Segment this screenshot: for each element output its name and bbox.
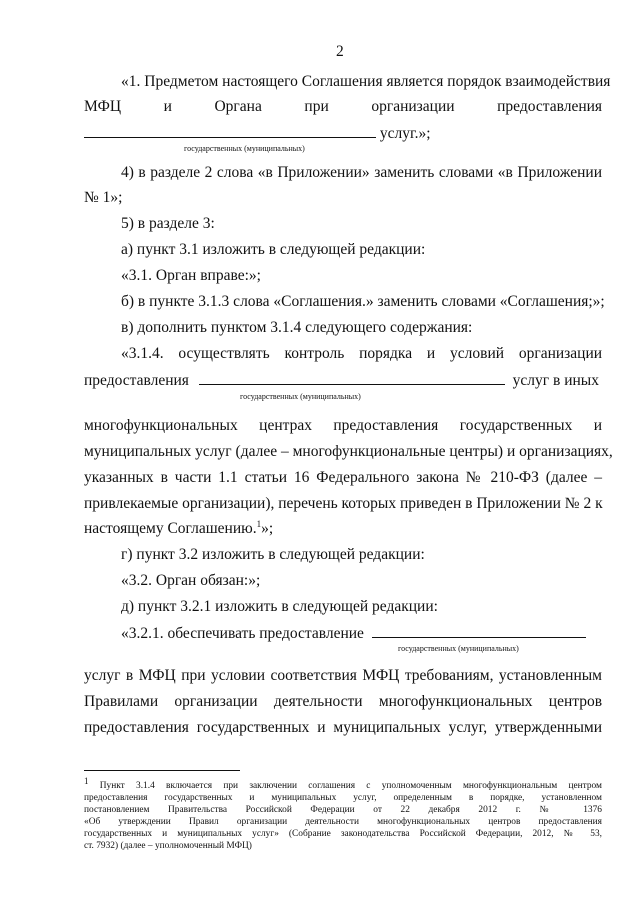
footnote-marker: 1 (84, 776, 89, 786)
text-line-2: МФЦ и Органа при организации предоставления (84, 98, 603, 115)
text-line-24: предоставления государственных и муниципальных услуг, утвержденными (84, 719, 602, 736)
text-line-23: Правилами организации деятельности многофункциональных центров (84, 693, 603, 710)
footnote-line-3: постановлением Правительства Российской Федерации от 22 декабря 2012 г. № 1376 (84, 805, 602, 815)
text-line-1: «1. Предметом настоящего Соглашения является порядок взаимодействия (121, 73, 611, 90)
blank-field-2 (199, 370, 505, 385)
footnote-line-1: $^1$ Пункт 3.1.4 включается при заключении соглашения с уполномоченным многофункциональным центром (84, 776, 602, 792)
text-line-20: д) пункт 3.2.1 изложить в следующей редакции: (121, 598, 438, 615)
text-line-15: указанных в части 1.1 статьи 16 Федерального закона № 210-ФЗ (далее – (84, 469, 602, 486)
text-line-17: настоящему Соглашению.$^1$»; (84, 518, 274, 537)
text-line-9: б) в пункте 3.1.3 слова «Соглашения.» заменить словами «Соглашения;»; (121, 293, 605, 310)
text-line-12: предоставления услуг в иных (84, 372, 599, 389)
text-line-4: 4) в разделе 2 слова «в Приложении» заменить словами «в Приложении (121, 164, 602, 181)
text-line-19: «3.2. Орган обязан:»; (121, 572, 261, 589)
text-line-7: а) пункт 3.1 изложить в следующей редакции: (121, 241, 426, 258)
blank-caption-2: государственных (муниципальных) (240, 392, 361, 401)
text-line-18: г) пункт 3.2 изложить в следующей редакции: (121, 546, 425, 563)
text-line-11: «3.1.4. осуществлять контроль порядка и условий организации (121, 345, 603, 362)
footnote-line-6: ст. 7932) (далее – уполномоченный МФЦ) (84, 841, 252, 851)
footnote-separator (84, 770, 240, 771)
footnote-ref: 1 (256, 518, 262, 529)
text-line-21: «3.2.1. обеспечивать предоставление (121, 623, 586, 644)
text-line-5: № 1»; (84, 189, 123, 206)
blank-field-3 (372, 623, 586, 638)
text-line-6: 5) в разделе 3: (121, 215, 215, 232)
text-line-10: в) дополнить пунктом 3.1.4 следующего содержания: (121, 319, 473, 336)
blank-caption-3: государственных (муниципальных) (398, 644, 519, 653)
text-line-22: услуг в МФЦ при условии соответствия МФЦ требованиям, установленным (84, 667, 602, 684)
page-number: 2 (336, 43, 344, 60)
footnote-line-4: «Об утверждении Правил организации деятельности многофункциональных центров предоставления (84, 817, 602, 827)
blank-caption-1: государственных (муниципальных) (184, 144, 305, 153)
text-line-16: привлекаемые организации), перечень которых приведен в Приложении № 2 к (84, 495, 603, 512)
text-line-3: услуг.»; (84, 123, 431, 144)
text-line-14: муниципальных услуг (далее – многофункциональные центры) и организациях, (84, 443, 613, 460)
footnote-line-5: государственных и муниципальных услуг» (Собрание законодательства Российской Федерации, 2012, № 53, (84, 829, 602, 839)
text-line-13: многофункциональных центрах предоставления государственных и (84, 417, 603, 434)
text-line-8: «3.1. Орган вправе:»; (121, 267, 261, 284)
blank-field-1 (84, 123, 376, 138)
footnote-line-2: предоставления государственных и муниципальных услуг, определенным в порядке, установленном (84, 793, 602, 803)
